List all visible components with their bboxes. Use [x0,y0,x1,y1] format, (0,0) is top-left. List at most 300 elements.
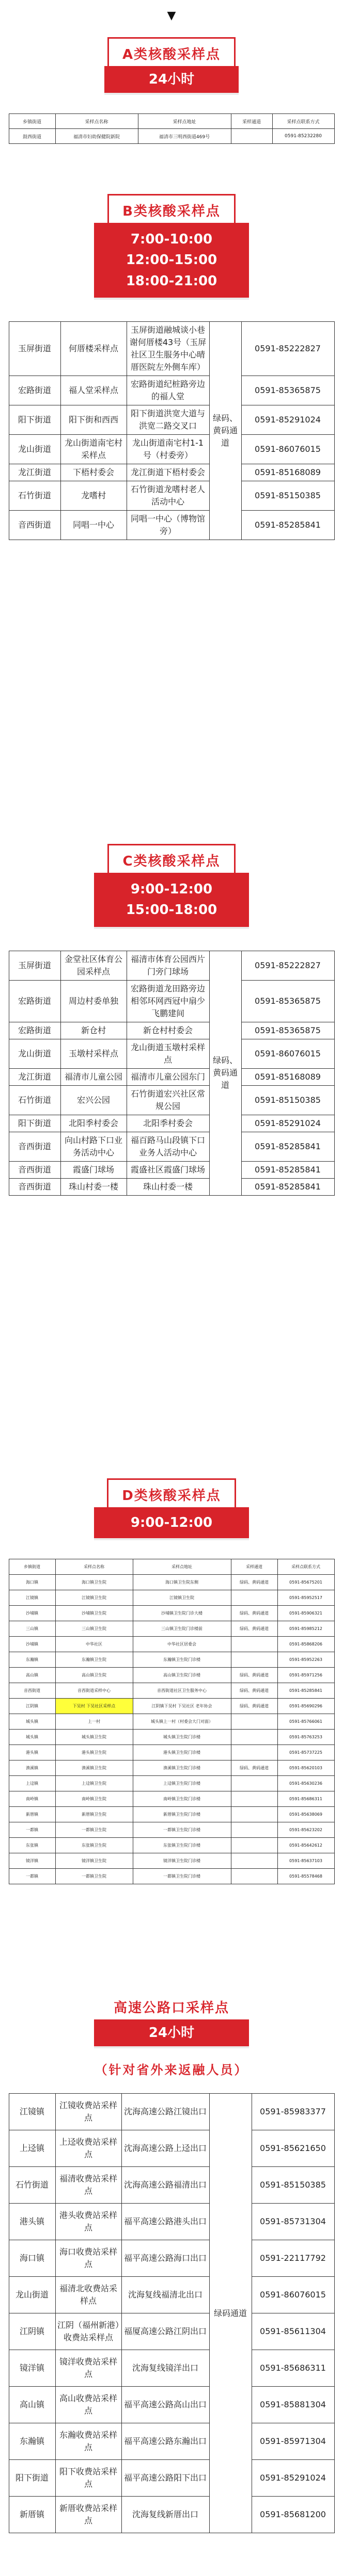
cell-site: 珠山村委一楼 [60,1178,127,1195]
cell-site: 高山镇卫生院 [55,1668,133,1683]
cell-site: 一都镇卫生院 [55,1822,133,1838]
section-highway-title: 高速公路口采样点 [114,1994,229,2019]
table-row [9,1683,334,1699]
cell-site: 南岭镇卫生院 [55,1791,133,1807]
cell-contact: 0591-85150385 [252,2167,334,2204]
cell-town: 江阴镇 [9,1699,55,1714]
cell-town: 三山镇 [9,1621,55,1637]
cell-town: 海口镇 [9,2240,55,2277]
cell-site: 下梧村委会 [60,464,127,481]
cell-channel [231,1838,277,1853]
table-row [9,1714,334,1730]
cell-address: 玉屏街道融城谈小巷谢何厝楼43号（玉屏社区卫生服务中心晴厝医院左外侧车库） [127,321,209,376]
cell-channel [231,1853,277,1869]
cell-address: 一都镇卫生院门诊楼 [133,1869,231,1884]
cell-site: 金堂社区体育公园采样点 [60,951,127,980]
table-row [9,2130,334,2167]
cell-town: 城头镇 [9,1714,55,1730]
cell-address: 城头镇上一村（村委会大门对面） [133,1714,231,1730]
cell-address: 石竹街道龙嗜村老人活动中心 [127,481,209,510]
cell-contact: 0591-85971256 [277,1668,334,1683]
cell-address: 东张镇卫生院门诊楼 [133,1838,231,1853]
cell-channel [231,1807,277,1822]
cell-address: 高山镇卫生院门诊楼 [133,1668,231,1683]
cell-town: 音西街道 [9,1161,60,1178]
cell-site: 福清北收费站采样点 [55,2277,121,2313]
table-row [9,980,334,1022]
table-row [9,1791,334,1807]
section-a-hours [104,66,239,93]
cell-site: 新仓村 [60,1022,127,1039]
cell-site: 阳下街和西西 [60,405,127,434]
cell-channel: 绿码、黄码通道 [231,1668,277,1683]
cell-contact: 0591-85365875 [241,376,334,405]
cell-town: 镜洋镇 [9,2350,55,2387]
cell-channel [231,1590,277,1606]
table-row [9,1668,334,1683]
cell-address: 福平高速公路海口出口 [121,2240,209,2277]
cell-town: 镜洋镇 [9,1853,55,1869]
cell-address: 港头镇卫生院门诊楼 [133,1745,231,1760]
cell-site: 福清市儿童公园 [60,1068,127,1085]
cell-address: 南岭镇卫生院门诊楼 [133,1791,231,1807]
cell-channel: 绿码、黄码通道 [231,1606,277,1621]
section-highway-table [9,2093,335,2533]
cell-site: 音西街道采样中心 [55,1683,133,1699]
cell-address: 福平高速公路高山出口 [121,2387,209,2423]
cell-town: 一都镇 [9,1822,55,1838]
table-row [9,1730,334,1745]
cell-address: 同唱一中心（博物馆旁） [127,510,209,540]
section-a-table [9,113,335,144]
cell-town: 江镜镇 [9,2094,55,2130]
cell-town: 宏路街道 [9,376,60,405]
cell-site: 海口镇卫生院 [55,1575,133,1590]
cell-site: 城头镇卫生院 [55,1730,133,1745]
cell-contact: 0591-85578468 [277,1869,334,1884]
cell-town: 龙山街道 [9,1039,60,1068]
cell-town: 音西街道 [9,1683,55,1699]
cell-contact: 0591-85985212 [277,1621,334,1637]
cell-site: 三山镇卫生院 [55,1621,133,1637]
table-row [9,321,334,376]
cell-town: 石竹街道 [9,2167,55,2204]
section-b-title: B类核酸采样点 [107,194,236,223]
cell-site: 宏兴公园 [60,1085,127,1115]
cell-contact: 0591-85675201 [277,1575,334,1590]
cell-town: 阳下街道 [9,2460,55,2497]
cell-contact: 0591-85690296 [277,1699,334,1714]
cell-site: 同唱一中心 [60,510,127,540]
cell-site: 东张镇卫生院 [55,1838,133,1853]
cell-contact: 0591-85285841 [241,510,334,540]
hours-line: 9:00-12:00 [130,1515,213,1530]
table-row [9,129,334,144]
cell-site: 龙山街道南宅村采样点 [60,434,127,464]
cell-town: 江阴镇 [9,2313,55,2350]
header-town: 乡镇街道 [9,114,55,129]
table-row [9,2094,334,2130]
table-row [9,1869,334,1884]
cell-contact: 0591-85637103 [277,1853,334,1869]
cell-site: 东瀚镇卫生院 [55,1652,133,1668]
cell-address: 海口镇卫生院东侧 [133,1575,231,1590]
cell-channel [231,1652,277,1668]
cell-site: 渔溪镇卫生院 [55,1760,133,1776]
cell-site: 沙埔镇卫生院 [55,1606,133,1621]
cell-town: 音西街道 [9,1178,60,1195]
cell-channel: 绿码、黄码通道 [231,1683,277,1699]
cell-contact: 0591-85365875 [241,1022,334,1039]
cell-site: 江镜收费站采样点 [55,2094,121,2130]
cell-address: 石竹街道宏兴社区常规公园 [127,1085,209,1115]
cell-address: 一都镇卫生院门诊楼 [133,1822,231,1838]
cell-contact: 0591-85222827 [241,321,334,376]
cell-town: 音西街道 [9,510,60,540]
cell-town: 鼓西街道 [9,129,55,144]
table-row [9,510,334,540]
cell-town: 阳下街道 [9,1115,60,1132]
cell-site: 阳下收费站采样点 [55,2460,121,2497]
cell-contact: 0591-86076015 [252,2277,334,2313]
table-row [9,1039,334,1068]
cell-address: 音西街道社区卫生服务中心 [133,1683,231,1699]
cell-site: 东瀚收费站采样点 [55,2423,121,2460]
section-c [0,844,343,1196]
cell-contact: 0591-85642612 [277,1838,334,1853]
section-c-hours [94,873,249,927]
cell-town: 玉屏街道 [9,951,60,980]
cell-channel: 绿码、黄码通道 [231,1760,277,1776]
cell-channel [231,1776,277,1791]
cell-address: 江阴镇下吴村 下吴社区 老年协会 [133,1699,231,1714]
hours-line: 24小时 [148,2025,195,2041]
cell-address: 阳下街道洪宽大道与洪宽二路交叉口 [127,405,209,434]
cell-town: 港头镇 [9,2204,55,2240]
table-row [9,1132,334,1161]
cell-site: 高山收费站采样点 [55,2387,121,2423]
table-row [9,1838,334,1853]
cell-town: 渔溪镇 [9,1760,55,1776]
cell-site: 玉墩村采样点 [60,1039,127,1068]
section-d-table [9,1559,335,1884]
cell-site: 上迳收费站采样点 [55,2130,121,2167]
table-row [9,1621,334,1637]
cell-contact: 0591-85766061 [277,1714,334,1730]
cell-town: 一都镇 [9,1869,55,1884]
table-row [9,2423,334,2460]
cell-address: 沈海高速公路上迳出口 [121,2130,209,2167]
header-channel: 采样通道 [231,114,272,129]
hours-line: 15:00-18:00 [126,902,217,918]
cell-contact: 0591-85150385 [241,481,334,510]
table-row [9,1178,334,1195]
table-row [9,1085,334,1115]
cell-site: 新厝镇卫生院 [55,1807,133,1822]
section-b-table [9,321,335,540]
cell-address: 沈海高速公路福清出口 [121,2167,209,2204]
cell-site: 一都镇卫生院 [55,1869,133,1884]
cell-site: 何厝楼采样点 [60,321,127,376]
table-row [9,1575,334,1590]
cell-town: 龙山街道 [9,2277,55,2313]
cell-site: 福清收费站采样点 [55,2167,121,2204]
cell-site: 上迳镇卫生院 [55,1776,133,1791]
table-row [9,1606,334,1621]
cell-contact: 0591-85681200 [252,2497,334,2533]
cell-site: 向山村路下口业务活动中心 [60,1132,127,1161]
cell-town: 东瀚镇 [9,1652,55,1668]
header-site: 采样点名称 [55,114,138,129]
table-row [9,434,334,464]
section-highway-hours [94,2019,249,2046]
cell-contact: 0591-85285841 [241,1161,334,1178]
cell-town: 龙江街道 [9,1068,60,1085]
cell-address: 福厦高速公路江阴出口 [121,2313,209,2350]
cell-address: 沈海复线福清北出口 [121,2277,209,2313]
table-row [9,481,334,510]
section-b-hours [94,223,249,298]
cell-contact: 0591-85285841 [241,1132,334,1161]
cell-town: 龙江街道 [9,464,60,481]
cell-contact: 0591-85620103 [277,1760,334,1776]
table-row [9,376,334,405]
cell-contact: 0591-85906321 [277,1606,334,1621]
cell-contact: 0591-86076015 [241,434,334,464]
cell-site: 北阳季村委会 [60,1115,127,1132]
cell-address: 福清市儿童公园东门 [127,1068,209,1085]
cell-town: 东张镇 [9,1838,55,1853]
cell-contact: 0591-85291024 [252,2460,334,2497]
cell-contact: 0591-85623202 [277,1822,334,1838]
cell-contact: 0591-85168089 [241,464,334,481]
cell-address: 新仓村村委会 [127,1022,209,1039]
cell-site: 福清市妇幼保健院新院 [55,129,138,144]
cell-contact: 0591-85630236 [277,1776,334,1791]
cell-address: 宏路街道龙田路旁边相邻环网西冠中扇少飞鹏建间 [127,980,209,1022]
table-row [9,405,334,434]
cell-contact: 0591-85365875 [241,980,334,1022]
table-row [9,1822,334,1838]
cell-address: 新厝镇卫生院门诊楼 [133,1807,231,1822]
cell-contact: 0591-85285841 [277,1683,334,1699]
table-row [9,464,334,481]
cell-town: 石竹街道 [9,481,60,510]
table-row [9,2204,334,2240]
cell-address: 珠山村委一楼 [127,1178,209,1195]
cell-address: 宏路街道纪桩路旁边的福人堂 [127,376,209,405]
header-contact: 采样点联系方式 [277,1559,334,1575]
hours-line: 18:00-21:00 [126,273,217,289]
hours-line: 12:00-15:00 [126,252,217,268]
table-row [9,2167,334,2204]
cell-town: 海口镇 [9,1575,55,1590]
cell-contact: 0591-85686311 [252,2350,334,2387]
table-row [9,1590,334,1606]
cell-town: 南岭镇 [9,1791,55,1807]
cell-channel [231,1714,277,1730]
cell-channel [231,1745,277,1760]
cell-contact: 0591-85868206 [277,1637,334,1652]
table-row [9,1161,334,1178]
table-row [9,1652,334,1668]
table-row [9,1637,334,1652]
cell-channel: 绿码、黄码通道 [231,1699,277,1714]
cell-site: 霞盛门球场 [60,1161,127,1178]
cell-channel [231,129,272,144]
cell-channel: 绿码、黄码通道 [231,1621,277,1637]
cell-address: 沈海复线新厝出口 [121,2497,209,2533]
cell-contact: 0591-85638069 [277,1807,334,1822]
cell-site: 江镜镇卫生院 [55,1590,133,1606]
cell-contact: 0591-85285841 [241,1178,334,1195]
hours-line: 7:00-10:00 [130,232,213,247]
cell-site: 港头镇卫生院 [55,1745,133,1760]
cell-address: 龙江街道下梧村委会 [127,464,209,481]
cell-town: 上迳镇 [9,2130,55,2167]
down-arrow-icon: ▼ [167,9,176,22]
cell-address: 中华社区居委会 [133,1637,231,1652]
section-highway-note: （针对省外来返融人员） [95,2063,248,2078]
header-site: 采样点名称 [55,1559,133,1575]
table-row [9,1853,334,1869]
cell-contact: 0591-85150385 [241,1085,334,1115]
cell-site: 新厝收费站采样点 [55,2497,121,2533]
cell-channel: 绿码、黄码通道 [209,321,241,540]
cell-address: 镜洋镇卫生院门诊楼 [133,1853,231,1869]
table-row [9,2497,334,2533]
cell-address: 福清市三明西街道469号 [138,129,231,144]
cell-channel [231,1822,277,1838]
table-row [9,1115,334,1132]
cell-address: 福平高速公路港头出口 [121,2204,209,2240]
cell-address: 福清市体育公园西片门旁门球场 [127,951,209,980]
cell-address: 江镜镇卫生院 [133,1590,231,1606]
cell-contact: 0591-85952517 [277,1590,334,1606]
cell-town: 玉屏街道 [9,321,60,376]
cell-address: 福平高速公路阳下出口 [121,2460,209,2497]
cell-contact: 0591-85737225 [277,1745,334,1760]
cell-town: 石竹街道 [9,1085,60,1115]
cell-contact: 0591-85686311 [277,1791,334,1807]
cell-town: 高山镇 [9,2387,55,2423]
cell-contact: 0591-85952263 [277,1652,334,1668]
hours-line: 9:00-12:00 [130,882,213,897]
cell-site: 上一村 [55,1714,133,1730]
cell-channel: 绿码、黄码通道 [231,1575,277,1590]
table-header-row [9,114,334,129]
cell-town: 城头镇 [9,1730,55,1745]
table-row [9,2387,334,2423]
cell-address: 福百路马山段镇下口业务人活动中心 [127,1132,209,1161]
cell-town: 阳下街道 [9,405,60,434]
cell-town: 上迳镇 [9,1776,55,1791]
cell-site: 中华社区 [55,1637,133,1652]
hours-line: 24小时 [148,72,195,87]
cell-address: 福平高速公路东瀚出口 [121,2423,209,2460]
cell-site: 江阴（福州新港）收费站采样点 [55,2313,121,2350]
section-c-title: C类核酸采样点 [107,844,235,873]
header-address: 采样点地址 [138,114,231,129]
section-d-hours [94,1507,249,1538]
cell-address: 龙山街道玉墩村采样点 [127,1039,209,1068]
cell-channel: 绿码通道 [209,2094,252,2533]
table-row [9,1760,334,1776]
cell-address: 沈海复线镜洋出口 [121,2350,209,2387]
table-row [9,1776,334,1791]
cell-contact: 0591-86076015 [241,1039,334,1068]
cell-address: 北阳季村委会 [127,1115,209,1132]
table-row [9,1022,334,1039]
cell-address: 霞盛社区霞盛门球场 [127,1161,209,1178]
cell-address: 城头镇卫生院门诊楼 [133,1730,231,1745]
cell-town: 宏路街道 [9,1022,60,1039]
cell-town: 江镜镇 [9,1590,55,1606]
cell-channel [231,1730,277,1745]
cell-contact: 0591-22117792 [252,2240,334,2277]
table-row [9,2313,334,2350]
cell-town: 新厝镇 [9,2497,55,2533]
section-d-title: D类核酸采样点 [107,1478,236,1507]
table-header-row [9,1559,334,1575]
cell-channel [231,1637,277,1652]
cell-address: 沈海高速公路江镜出口 [121,2094,209,2130]
header-contact: 采样点联系方式 [272,114,334,129]
table-row [9,1745,334,1760]
cell-address: 上迳镇卫生院门诊楼 [133,1776,231,1791]
cell-site: 海口收费站采样点 [55,2240,121,2277]
section-a [0,37,343,144]
cell-address: 东瀚镇卫生院门诊楼 [133,1652,231,1668]
section-b [0,194,343,540]
cell-town: 龙山街道 [9,434,60,464]
cell-contact: 0591-85222827 [241,951,334,980]
table-row [9,2240,334,2277]
header-channel: 采样通道 [231,1559,277,1575]
cell-address: 三山镇卫生院门诊楼前 [133,1621,231,1637]
cell-town: 高山镇 [9,1668,55,1683]
table-row [9,2460,334,2497]
cell-town: 新厝镇 [9,1807,55,1822]
cell-contact: 0591-85881304 [252,2387,334,2423]
cell-contact: 0591-85611304 [252,2313,334,2350]
cell-site: 福人堂采样点 [60,376,127,405]
cell-town: 港头镇 [9,1745,55,1760]
table-row [9,2277,334,2313]
cell-channel [231,1791,277,1807]
table-row [9,1699,334,1714]
cell-site: 龙嗜村 [60,481,127,510]
cell-address: 龙山街道南宅村1-1号（村委旁） [127,434,209,464]
cell-site: 周边村委单独 [60,980,127,1022]
section-d [0,1478,343,1884]
table-row [9,1068,334,1085]
cell-contact: 0591-85763253 [277,1730,334,1745]
table-row [9,951,334,980]
cell-contact: 0591-85232280 [272,129,334,144]
section-highway [0,1994,343,2533]
cell-site: 镜洋收费站采样点 [55,2350,121,2387]
section-c-table [9,951,335,1196]
cell-address: 沙埔镇卫生院门诊大楼 [133,1606,231,1621]
cell-site: 港头收费站采样点 [55,2204,121,2240]
header-town: 乡镇街道 [9,1559,55,1575]
cell-contact: 0591-85168089 [241,1068,334,1085]
cell-contact: 0591-85621650 [252,2130,334,2167]
section-a-title: A类核酸采样点 [107,37,236,66]
cell-site: 下吴村 下吴社区采样点 [55,1699,133,1714]
header-address: 采样点地址 [133,1559,231,1575]
